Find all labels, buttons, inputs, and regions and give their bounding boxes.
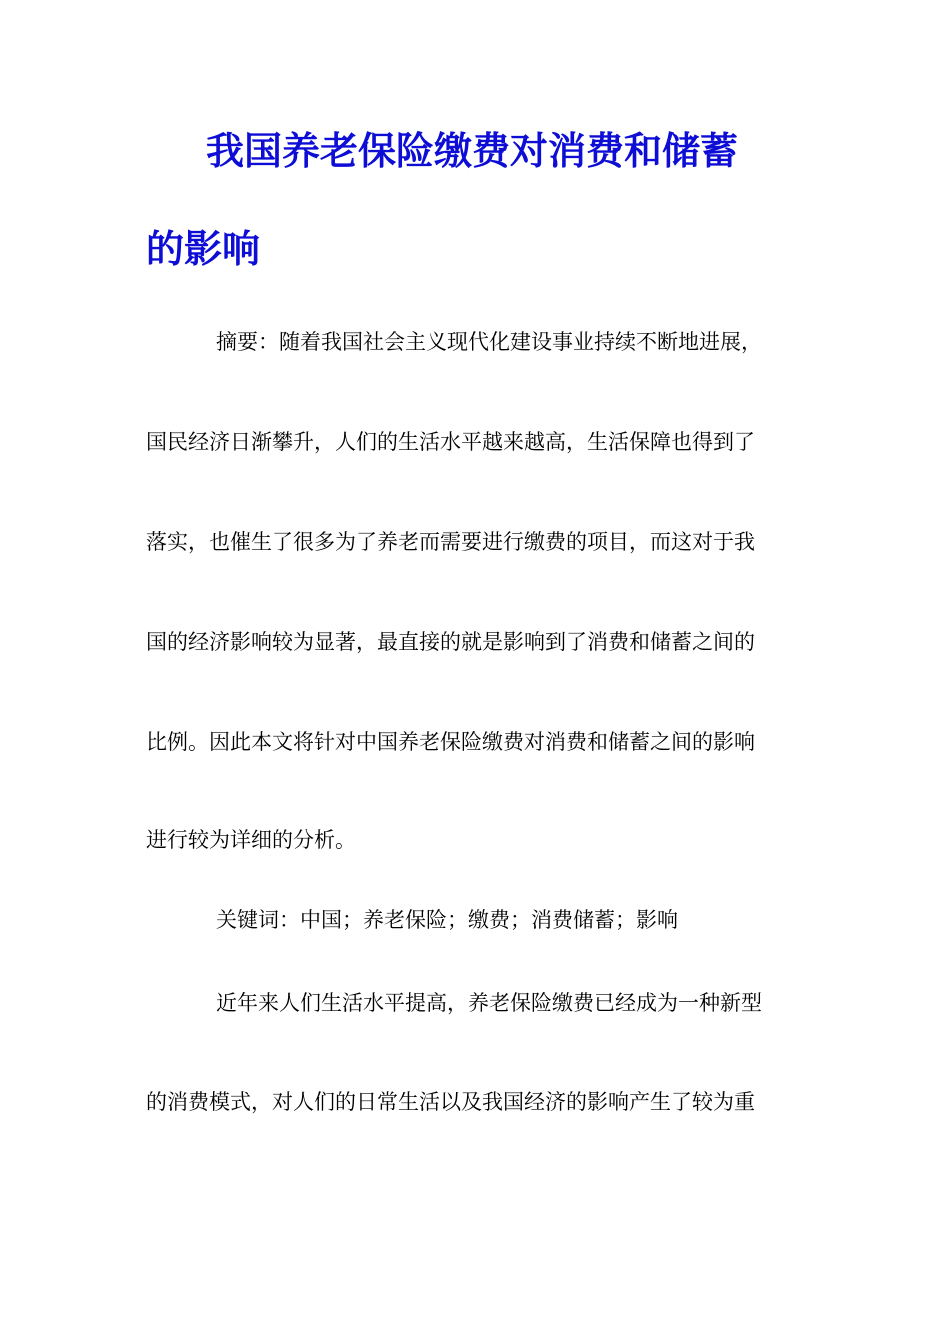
abstract-line-4: 国的经济影响较为显著，最直接的就是影响到了消费和储蓄之间的 [146, 630, 755, 654]
keywords-line: 关键词：中国；养老保险；缴费；消费储蓄；影响 [216, 908, 678, 932]
document-title-line-2: 的影响 [146, 226, 261, 271]
body-line-2: 的消费模式，对人们的日常生活以及我国经济的影响产生了较为重 [146, 1090, 755, 1114]
abstract-line-2: 国民经济日渐攀升，人们的生活水平越来越高，生活保障也得到了 [146, 430, 755, 454]
abstract-line-1: 摘要：随着我国社会主义现代化建设事业持续不断地进展， [216, 330, 762, 354]
body-line-1: 近年来人们生活水平提高，养老保险缴费已经成为一种新型 [216, 991, 762, 1015]
abstract-line-6: 进行较为详细的分析。 [146, 828, 356, 852]
abstract-line-3: 落实，也催生了很多为了养老而需要进行缴费的项目，而这对于我 [146, 530, 755, 554]
document-title-line-1: 我国养老保险缴费对消费和储蓄 [206, 128, 739, 173]
abstract-line-5: 比例。因此本文将针对中国养老保险缴费对消费和储蓄之间的影响 [146, 730, 755, 754]
